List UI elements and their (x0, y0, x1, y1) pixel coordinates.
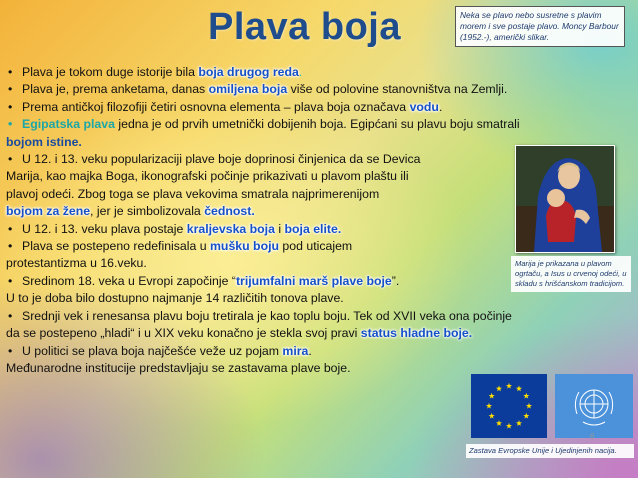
bullet-line: • Plava se postepeno redefinisala u mušku boju pod uticajem (6, 238, 636, 255)
bullet-line: • Plava je tokom duge istorije bila boja drugog reda. (6, 64, 636, 81)
page-number: 6 (590, 432, 595, 441)
text-line: U to je doba bilo dostupno najmanje 14 različitih tonova plave. (6, 291, 344, 306)
highlight-term: status hladne boje. (360, 326, 473, 341)
bullet-icon: • (8, 82, 13, 97)
bullet-icon: • (8, 343, 13, 358)
bullet-icon: • (8, 308, 13, 323)
quote-box: Neka se plavo nebo susretne s plavim morem i sve postaje plavo. Moncy Barbour (1952.-), američki slikar. (455, 6, 625, 47)
highlight-term: boja elite. (284, 221, 342, 236)
bullet-icon: • (8, 152, 13, 167)
eu-flag-image (471, 374, 547, 438)
text-line: protestantizma u 16.veku. (6, 256, 147, 271)
highlight-term: trijumfalni marš plave boje (235, 273, 392, 288)
bullet-line: • U 12. i 13. veku popularizaciji plave boje doprinosi činjenica da se Devica (6, 151, 636, 168)
highlight-term: mira (282, 343, 309, 358)
highlight-term: kraljevska boja (186, 221, 275, 236)
text-line: Međunarodne institucije predstavljaju se zastavama plave boje. (6, 360, 351, 375)
highlight-term: vodu (409, 99, 439, 114)
bullet-line: • Egipatska plava jedna je od prvih umetnički dobijenih boja. Egipćani su plavu boju smatrali (6, 116, 636, 133)
highlight-term: bojom istine. (6, 134, 82, 149)
slide-title: Plava boja (208, 6, 401, 48)
flags-caption: Zastava Evropske Unije i Ujedinjenih nacija. (466, 444, 634, 458)
bullet-line: • Plava je, prema anketama, danas omiljena boja više od polovine stanovništva na Zemlji. (6, 81, 636, 98)
highlight-term: Egipatska plava (22, 117, 115, 132)
bullet-line: • U politici se plava boja najčešće veže uz pojam mira. (6, 343, 636, 360)
highlight-term: mušku boju (210, 239, 280, 254)
painting-caption: Marija je prikazana u plavom ogrtaču, a Isus u crvenoj odeći, u skladu s hrišćanskom tradicijom. (511, 256, 631, 292)
bullet-line: • Srednji vek i renesansa plavu boju tretirala je kao toplu boju. Tek od XVII veka ona počinje (6, 308, 636, 325)
bullet-icon: • (8, 65, 13, 79)
text-line: Marija, kao majka Boga, ikonografski počinje prikazivati u plavom plaštu ili (6, 169, 409, 184)
text-line: plavoj odeći. Zbog toga se plava vekovima smatrala najprimerenijom (6, 186, 380, 201)
bullet-icon: • (8, 239, 13, 254)
text-line: da se postepeno „hladi“ i u XIX veku konačno je stekla svoj pravi status hladne boje. (6, 326, 473, 341)
bullet-icon: • (8, 99, 13, 114)
bullet-line: • Prema antičkoj filozofiji četiri osnovna elementa – plava boja označava vodu. (6, 99, 636, 116)
highlight-term: omiljena boja (208, 82, 288, 97)
bullet-icon: • (8, 273, 13, 288)
bullet-icon: • (8, 221, 13, 236)
text-line: bojom za žene, jer je simbolizovala čednost. (6, 204, 255, 219)
jesus-red-robe (546, 200, 576, 242)
madonna-painting-image (515, 145, 615, 253)
bullet-icon: • (8, 117, 13, 132)
highlight-term: bojom za žene (6, 204, 91, 219)
bullet-line: • U 12. i 13. veku plava postaje kraljevska boja i boja elite. (6, 221, 636, 238)
un-flag-image (555, 374, 633, 438)
highlight-term: boja drugog reda (198, 65, 299, 79)
highlight-term: čednost. (204, 204, 255, 219)
jesus-face (547, 189, 565, 207)
bullet-line: • Sredinom 18. veka u Evropi započinje “trijumfalni marš plave boje”. (6, 273, 636, 290)
